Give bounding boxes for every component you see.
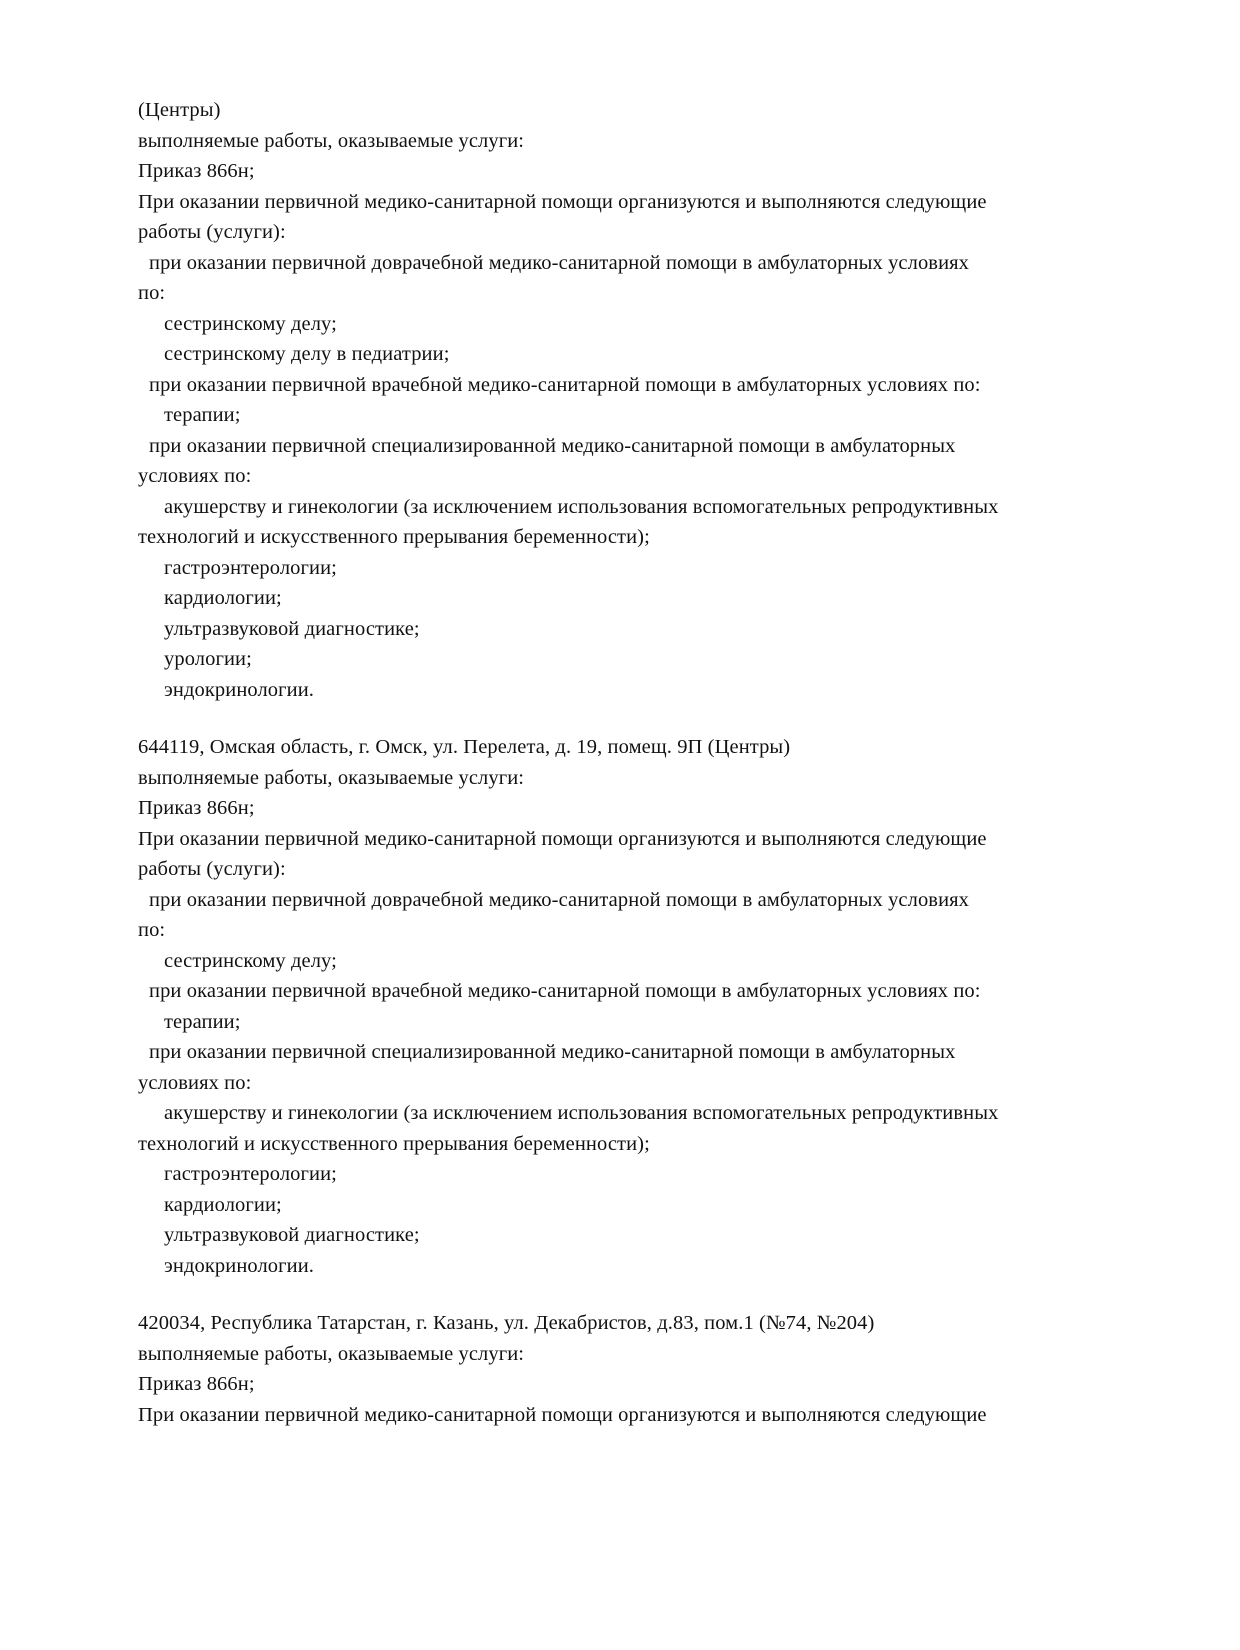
document-line: условиях по: [138, 1071, 252, 1094]
document-line: выполняемые работы, оказываемые услуги: [138, 766, 525, 789]
document-line: условиях по: [138, 465, 252, 487]
document-line: выполняемые работы, оказываемые услуги: [138, 129, 525, 152]
document-line: 420034, Республика Татарстан, г. Казань, ул. Декабристов, д.83, пом.1 (№74, №204) [138, 1312, 875, 1334]
document-line: Приказ 866н; [138, 797, 255, 819]
document-line: эндокринологии. [164, 678, 315, 701]
document-line: сестринскому делу; [164, 949, 337, 972]
document-line: урологии; [164, 648, 252, 670]
text-block [138, 95, 1160, 705]
document-line: ультразвуковой диагностике; [164, 1224, 420, 1246]
document-line: при оказании первичной врачебной медико-санитарной помощи в амбулаторных условиях по: [149, 373, 981, 396]
document-line: акушерству и гинекологии (за исключением использования вспомогательных репродуктивных [164, 1102, 999, 1124]
document-line: акушерству и гинекологии (за исключением использования вспомогательных репродуктивных [164, 495, 999, 518]
document-line: терапии; [164, 404, 241, 426]
document-line: технологий и искусственного прерывания беременности); [138, 1132, 650, 1155]
document-line: работы (услуги): [138, 858, 286, 880]
document-line: по: [138, 282, 166, 304]
document-line: терапии; [164, 1010, 241, 1033]
document-line: (Центры) [138, 99, 221, 121]
document-line: сестринскому делу; [164, 312, 337, 335]
document-line: При оказании первичной медико-санитарной помощи организуются и выполняются следующие [138, 190, 987, 213]
document-line: при оказании первичной врачебной медико-санитарной помощи в амбулаторных условиях по: [149, 980, 981, 1002]
text-block [138, 1308, 1160, 1430]
document-line: Приказ 866н; [138, 1373, 255, 1395]
document-line: при оказании первичной доврачебной медико-санитарной помощи в амбулаторных условиях [149, 251, 970, 274]
document-line: эндокринологии. [164, 1254, 315, 1277]
document-line: Приказ 866н; [138, 160, 255, 182]
document-line: 644119, Омская область, г. Омск, ул. Перелета, д. 19, помещ. 9П (Центры) [138, 736, 791, 758]
document-line: ультразвуковой диагностике; [164, 617, 420, 640]
document-line: при оказании первичной специализированной медико-санитарной помощи в амбулаторных [149, 434, 956, 457]
document-line: кардиологии; [164, 587, 282, 609]
document-line: гастроэнтерологии; [164, 1163, 337, 1185]
document-line: При оказании первичной медико-санитарной помощи организуются и выполняются следующие [138, 827, 987, 850]
document-line: технологий и искусственного прерывания беременности); [138, 526, 650, 548]
document-line: гастроэнтерологии; [164, 556, 337, 579]
document-line: выполняемые работы, оказываемые услуги: [138, 1342, 525, 1365]
document-line: кардиологии; [164, 1193, 282, 1216]
document-line: При оказании первичной медико-санитарной помощи организуются и выполняются следующие [138, 1403, 987, 1426]
document-line: работы (услуги): [138, 221, 286, 243]
text-block [138, 732, 1160, 1281]
document-line: при оказании первичной доврачебной медико-санитарной помощи в амбулаторных условиях [149, 888, 970, 911]
document-line: сестринскому делу в педиатрии; [164, 343, 450, 365]
document-line: при оказании первичной специализированной медико-санитарной помощи в амбулаторных [149, 1041, 956, 1063]
document-line: по: [138, 919, 166, 941]
